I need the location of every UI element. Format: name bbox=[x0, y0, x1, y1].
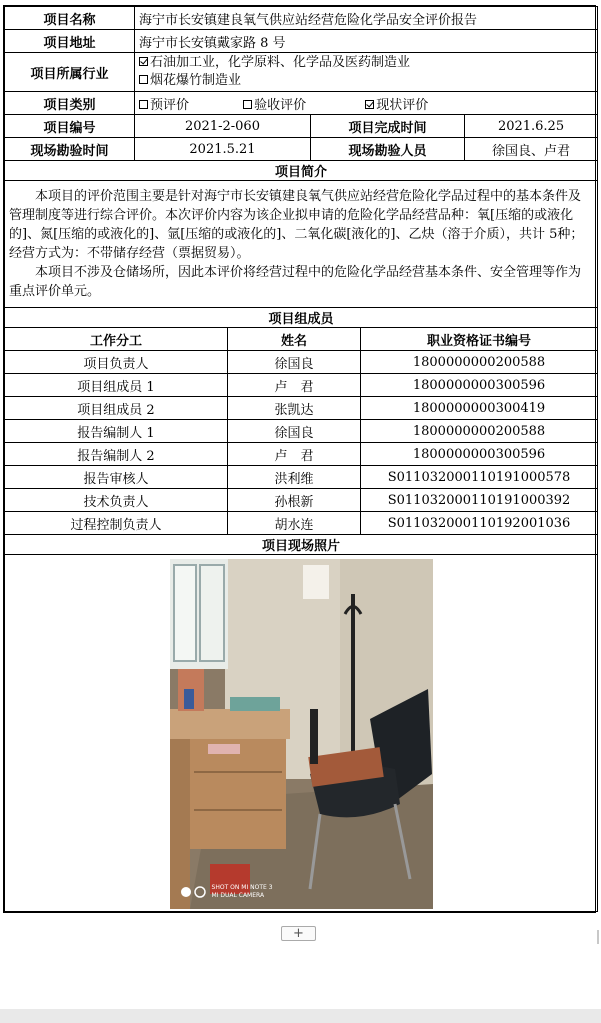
scrollbar-edge[interactable] bbox=[597, 930, 599, 944]
member-row bbox=[5, 512, 598, 535]
member-name: 徐国良 bbox=[228, 420, 361, 443]
checked-box-icon bbox=[139, 57, 148, 66]
member-role: 项目负责人 bbox=[5, 351, 228, 374]
unchecked-box-icon bbox=[243, 100, 252, 109]
site-photo-illustration bbox=[170, 559, 433, 909]
member-row bbox=[5, 466, 598, 489]
report-table bbox=[4, 6, 598, 912]
member-cert: S011032000110191000578 bbox=[361, 466, 598, 489]
row-intro-title bbox=[5, 161, 598, 181]
unchecked-box-icon bbox=[139, 75, 148, 84]
header-cert: 职业资格证书编号 bbox=[361, 328, 598, 351]
row-project-industry bbox=[5, 53, 598, 92]
site-photo bbox=[170, 559, 433, 909]
intro-paragraph-2: 本项目不涉及仓储场所，因此本评价将经营过程中的危险化学品经营基本条件、安全管理等作为重点评价单元。 bbox=[9, 265, 582, 299]
row-project-name bbox=[5, 7, 598, 30]
member-role: 报告编制人 1 bbox=[5, 420, 228, 443]
intro-title: 项目简介 bbox=[5, 161, 598, 181]
member-role: 报告编制人 2 bbox=[5, 443, 228, 466]
member-role: 项目组成员 2 bbox=[5, 397, 228, 420]
member-role: 过程控制负责人 bbox=[5, 512, 228, 535]
member-row bbox=[5, 351, 598, 374]
project-address-value: 海宁市长安镇戴家路 8 号 bbox=[135, 30, 598, 53]
members-header-row bbox=[5, 328, 598, 351]
member-name: 胡水连 bbox=[228, 512, 361, 535]
member-cert: 1800000000200588 bbox=[361, 420, 598, 443]
report-sheet bbox=[3, 5, 596, 913]
photo-watermark bbox=[212, 884, 273, 900]
category-option-acceptance[interactable]: 验收评价 bbox=[243, 94, 361, 113]
bottom-bar bbox=[0, 1009, 601, 1023]
intro-paragraph-1: 本项目的评价范围主要是针对海宁市长安镇建良氧气供应站经营危险化学品过程中的基本条件及管理制度等进行综合评价。本次评价内容为该企业拟申请的危险化学品经营品种：氧[压缩的或液化的]、氮[压缩的或液化的]、氩[压缩的或液化的]、二氧化碳[液化的]、乙炔（溶于介质），共计 5种；经营方式为：不带储存经营（票据贸易）。 bbox=[9, 189, 584, 261]
member-row bbox=[5, 443, 598, 466]
watermark-line-1: SHOT ON MI NOTE 3 bbox=[211, 883, 273, 891]
industry-option-fireworks[interactable]: 烟花爆竹制造业 bbox=[139, 72, 593, 90]
member-name: 卢 君 bbox=[228, 443, 361, 466]
member-row bbox=[5, 374, 598, 397]
row-members-title bbox=[5, 308, 598, 328]
row-survey bbox=[5, 138, 598, 161]
row-photo-title bbox=[5, 535, 598, 555]
survey-staff-label: 现场勘验人员 bbox=[311, 138, 465, 161]
project-name-label: 项目名称 bbox=[5, 7, 135, 30]
industry-label: 项目所属行业 bbox=[5, 53, 135, 92]
member-name: 徐国良 bbox=[228, 351, 361, 374]
member-cert: S011032000110191000392 bbox=[361, 489, 598, 512]
member-cert: S011032000110192001036 bbox=[361, 512, 598, 535]
member-name: 张凯达 bbox=[228, 397, 361, 420]
row-project-address bbox=[5, 30, 598, 53]
project-name-value: 海宁市长安镇建良氧气供应站经营危险化学品安全评价报告 bbox=[135, 7, 598, 30]
member-role: 项目组成员 1 bbox=[5, 374, 228, 397]
category-label: 项目类别 bbox=[5, 92, 135, 115]
industry-option-petrochem[interactable]: 石油加工业，化学原料、化学品及医药制造业 bbox=[139, 54, 593, 72]
project-number-label: 项目编号 bbox=[5, 115, 135, 138]
checked-box-icon bbox=[365, 100, 374, 109]
photo-cell bbox=[5, 555, 598, 912]
survey-time-label: 现场勘验时间 bbox=[5, 138, 135, 161]
member-rows bbox=[5, 351, 598, 535]
completion-time-label: 项目完成时间 bbox=[311, 115, 465, 138]
industry-options bbox=[135, 53, 598, 92]
row-intro-body bbox=[5, 181, 598, 308]
survey-staff-value: 徐国良、卢君 bbox=[465, 138, 598, 161]
members-title: 项目组成员 bbox=[5, 308, 598, 328]
member-role: 技术负责人 bbox=[5, 489, 228, 512]
row-project-category bbox=[5, 92, 598, 115]
member-row bbox=[5, 397, 598, 420]
category-option-current[interactable]: 现状评价 bbox=[365, 98, 428, 113]
row-photo bbox=[5, 555, 598, 912]
intro-body bbox=[5, 181, 598, 308]
project-number-value: 2021-2-060 bbox=[135, 115, 311, 138]
member-name: 洪利维 bbox=[228, 466, 361, 489]
member-name: 卢 君 bbox=[228, 374, 361, 397]
member-cert: 1800000000300596 bbox=[361, 374, 598, 397]
member-row bbox=[5, 489, 598, 512]
category-options bbox=[135, 92, 598, 115]
member-cert: 1800000000300596 bbox=[361, 443, 598, 466]
add-button[interactable]: + bbox=[281, 926, 316, 941]
category-option-pre[interactable]: 预评价 bbox=[139, 94, 239, 113]
watermark-line-2: MI DUAL CAMERA bbox=[211, 891, 265, 899]
member-cert: 1800000000300419 bbox=[361, 397, 598, 420]
header-name: 姓名 bbox=[228, 328, 361, 351]
project-address-label: 项目地址 bbox=[5, 30, 135, 53]
member-cert: 1800000000200588 bbox=[361, 351, 598, 374]
header-role: 工作分工 bbox=[5, 328, 228, 351]
unchecked-box-icon bbox=[139, 100, 148, 109]
completion-time-value: 2021.6.25 bbox=[465, 115, 598, 138]
member-row bbox=[5, 420, 598, 443]
row-project-number bbox=[5, 115, 598, 138]
photo-title: 项目现场照片 bbox=[5, 535, 598, 555]
member-role: 报告审核人 bbox=[5, 466, 228, 489]
survey-time-value: 2021.5.21 bbox=[135, 138, 311, 161]
member-name: 孙根新 bbox=[228, 489, 361, 512]
